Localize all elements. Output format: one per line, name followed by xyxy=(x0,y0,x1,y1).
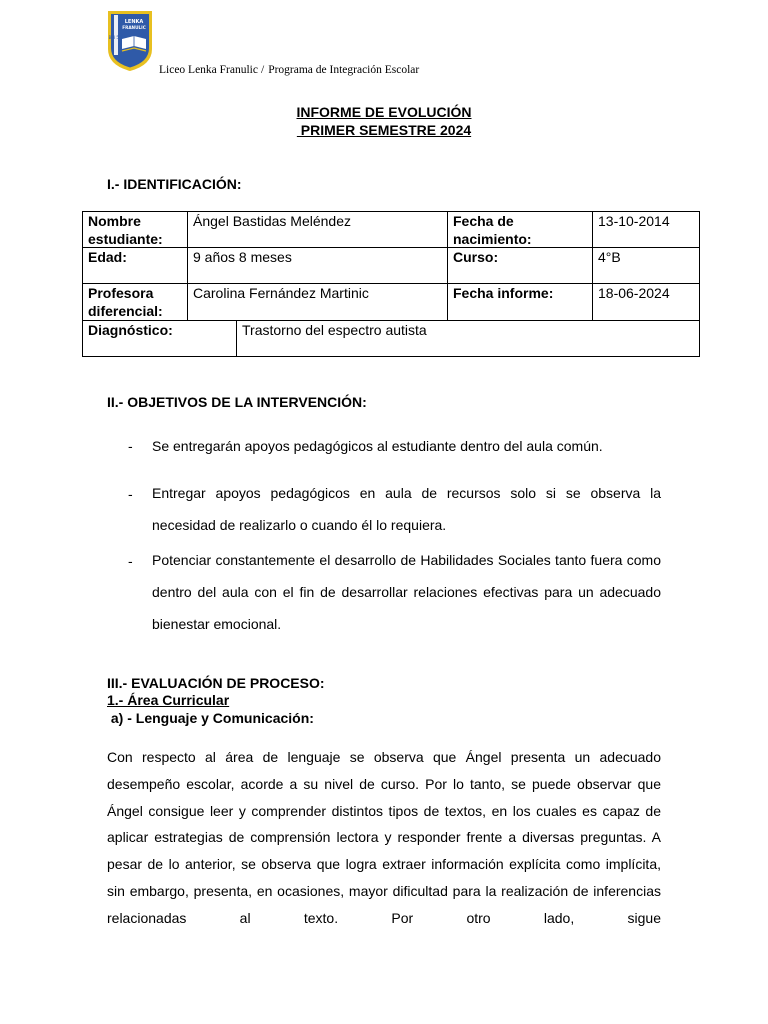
teacher-label: Profesora diferencial: xyxy=(88,285,163,319)
section-objectives-heading: II.- OBJETIVOS DE LA INTERVENCIÓN: xyxy=(107,394,367,410)
age-label: Edad: xyxy=(88,249,127,265)
objective-item: Entregar apoyos pedagógicos en aula de recursos solo si se observa la necesidad de realizarlo o cuando él lo requiera. xyxy=(152,485,661,533)
language-subject-heading: a) - Lenguaje y Comunicación: xyxy=(107,710,314,726)
diagnosis-label: Diagnóstico: xyxy=(88,322,173,338)
diagnosis-value: Trastorno del espectro autista xyxy=(242,322,427,338)
section-evaluation-heading: III.- EVALUACIÓN DE PROCESO: xyxy=(107,675,325,691)
language-evaluation-paragraph: Con respecto al área de lenguaje se observa que Ángel presenta un adecuado desempeño escolar, acorde a su nivel de curso. Por lo tanto, se puede observar que Ángel consigue leer y comprender distintos tipos de textos, en los cuales es capaz de aplicar estrategias de comprensión lectora y responder frente a diversas preguntas. A pesar de lo anterior, se observa que logra extraer información explícita como implícita, sin embargo, presenta, en ocasiones, mayor dificultad para la realización de inferencias relacionadas al texto. Por otro lado, sigue xyxy=(107,749,661,926)
program-name: Programa de Integración Escolar xyxy=(268,64,420,76)
report-title: INFORME DE EVOLUCIÓN xyxy=(296,104,472,120)
school-logo xyxy=(106,9,154,73)
list-bullet: - xyxy=(128,486,133,502)
course-label: Curso: xyxy=(453,249,499,265)
student-name-label: Nombre estudiante: xyxy=(88,213,163,247)
objective-item: Potenciar constantemente el desarrollo de Habilidades Sociales tanto fuera como dentro del aula con el fin de desarrollar relaciones efectivas para un adecuado bienestar emocional. xyxy=(152,552,661,632)
school-name: Liceo Lenka Franulic xyxy=(159,64,258,76)
age-value: 9 años 8 meses xyxy=(193,249,292,265)
teacher-value: Carolina Fernández Martinic xyxy=(193,285,369,301)
list-bullet: - xyxy=(128,438,133,454)
document-header-line xyxy=(159,64,419,76)
report-period: PRIMER SEMESTRE 2024 xyxy=(296,122,472,138)
svg-text:B 8 5 O: B 8 5 O xyxy=(108,35,124,40)
svg-text:FRANULIC: FRANULIC xyxy=(122,25,146,30)
report-date-label: Fecha informe: xyxy=(453,285,554,301)
school-shield-icon xyxy=(106,9,154,73)
header-separator: / xyxy=(261,64,265,76)
report-date-value: 18-06-2024 xyxy=(598,285,670,301)
curricular-area-heading: 1.- Área Curricular xyxy=(107,692,230,708)
svg-text:LENKA: LENKA xyxy=(124,19,144,25)
objective-item: Se entregarán apoyos pedagógicos al estudiante dentro del aula común. xyxy=(152,438,603,454)
section-identification-heading: I.- IDENTIFICACIÓN: xyxy=(107,176,242,192)
birth-date-label: Fecha de nacimiento: xyxy=(453,213,532,247)
birth-date-value: 13-10-2014 xyxy=(598,213,670,229)
student-name-value: Ángel Bastidas Meléndez xyxy=(193,213,351,229)
list-bullet: - xyxy=(128,553,133,569)
course-value: 4°B xyxy=(598,249,621,265)
identification-table xyxy=(82,211,700,357)
